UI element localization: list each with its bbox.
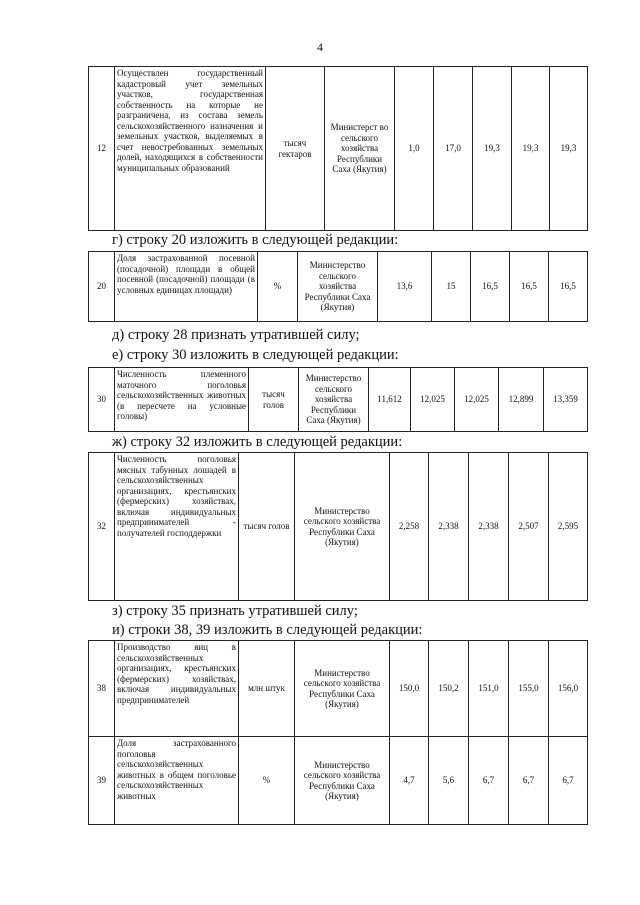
unit-cell: млн штук	[239, 641, 295, 737]
indicator-description: Доля застрахованного поголовья сельскохозяйственных животных в общем поголовье сельскохозяйственных животных	[115, 737, 239, 825]
value-cell: 6,7	[509, 737, 549, 825]
unit-cell: тысяч голов	[239, 453, 295, 601]
table-row-20	[88, 251, 588, 322]
value-cell: 2,595	[549, 453, 588, 601]
table-row-12	[88, 66, 588, 231]
value-cell: 2,338	[429, 453, 469, 601]
page-number: 4	[317, 40, 323, 54]
value-cell: 16,5	[510, 252, 549, 322]
value-cell: 150,0	[390, 641, 429, 737]
indicator-description: Численность поголовья мясных табунных лошадей в сельскохозяйственных организациях, крестьянских (фермерских) хозяйствах, включая индивидуальных предпринимателей - получателей господдержки	[115, 453, 239, 601]
row-number: 32	[89, 453, 115, 601]
table-row-30	[88, 367, 588, 432]
value-cell: 13,359	[544, 368, 588, 432]
value-cell: 11,612	[369, 368, 411, 432]
row-number: 39	[89, 737, 115, 825]
indicator-description: Численность племенного маточного поголовья сельскохозяйственных животных (в пересчете на условные головы)	[115, 368, 249, 432]
value-cell: 156,0	[549, 641, 588, 737]
indicator-description: Доля застрахованной посевной (посадочной) площади в общей посевной (посадочной) площади (в условных единицах площади)	[115, 252, 258, 322]
value-cell: 150,2	[429, 641, 469, 737]
value-cell: 4,7	[390, 737, 429, 825]
ministry-cell: Министерство сельского хозяйства Республики Саха (Якутия)	[295, 453, 390, 601]
value-cell: 1,0	[395, 67, 434, 231]
value-cell: 15	[432, 252, 471, 322]
instruction-zh: ж) строку 32 изложить в следующей редакции:	[112, 434, 403, 450]
value-cell: 151,0	[469, 641, 509, 737]
value-cell: 6,7	[469, 737, 509, 825]
indicator-description: Осуществлен государственный кадастровый учет земельных участков, государственная собственность на которые не разграничена, из состава земель сельскохозяйственного назначения и земельных участков, выделяемых в счет невостребованных земельных долей, находящихся в собственности муниципальных образований	[115, 67, 266, 231]
value-cell: 16,5	[549, 252, 588, 322]
value-cell: 155,0	[509, 641, 549, 737]
unit-cell: %	[239, 737, 295, 825]
row-number: 38	[89, 641, 115, 737]
table-rows-38-39	[88, 640, 588, 825]
value-cell: 19,3	[550, 67, 588, 231]
unit-cell: тысяч гектаров	[266, 67, 325, 231]
indicator-description: Производство яиц в сельскохозяйственных организациях, крестьянских (фермерских) хозяйствах, включая индивидуальных предпринимателей	[115, 641, 239, 737]
value-cell: 5,6	[429, 737, 469, 825]
ministry-cell: Министерство сельского хозяйства Республики Саха (Якутия)	[298, 252, 378, 322]
instruction-i: и) строки 38, 39 изложить в следующей редакции:	[112, 622, 423, 638]
ministry-cell: Министерство сельского хозяйства Республики Саха (Якутия)	[299, 368, 369, 432]
instruction-e: е) строку 30 изложить в следующей редакции:	[112, 347, 399, 363]
ministry-cell: Министерство сельского хозяйства Республики Саха (Якутия)	[295, 641, 390, 737]
value-cell: 16,5	[471, 252, 510, 322]
value-cell: 19,3	[473, 67, 512, 231]
value-cell: 2,507	[509, 453, 549, 601]
value-cell: 13,6	[378, 252, 432, 322]
value-cell: 12,899	[499, 368, 544, 432]
ministry-cell: Министерство сельского хозяйства Республики Саха (Якутия)	[295, 737, 390, 825]
value-cell: 2,258	[390, 453, 429, 601]
instruction-g: г) строку 20 изложить в следующей редакции:	[112, 232, 399, 248]
ministry-cell: Министерст во сельского хозяйства Республики Саха (Якутия)	[325, 67, 395, 231]
unit-cell: %	[258, 252, 298, 322]
value-cell: 12,025	[455, 368, 499, 432]
unit-cell: тысяч голов	[249, 368, 299, 432]
value-cell: 2,338	[469, 453, 509, 601]
table-row-32	[88, 452, 588, 601]
row-number: 30	[89, 368, 115, 432]
row-number: 12	[89, 67, 115, 231]
value-cell: 17,0	[434, 67, 473, 231]
instruction-z: з) строку 35 признать утратившей силу;	[112, 603, 358, 619]
value-cell: 19,3	[512, 67, 550, 231]
instruction-d: д) строку 28 признать утратившей силу;	[112, 327, 360, 343]
row-number: 20	[89, 252, 115, 322]
value-cell: 6,7	[549, 737, 588, 825]
value-cell: 12,025	[411, 368, 455, 432]
